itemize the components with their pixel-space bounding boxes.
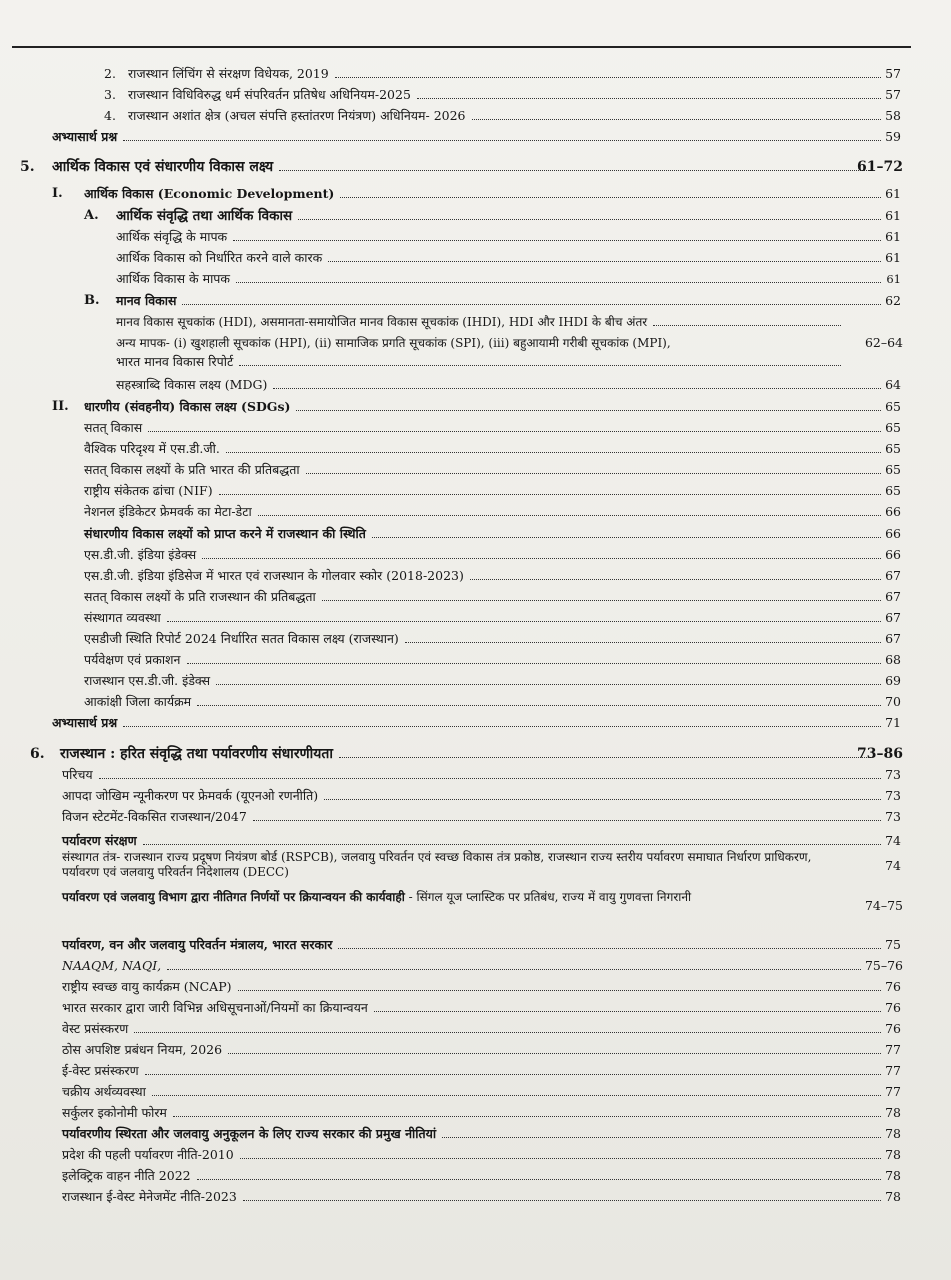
leader-dots bbox=[322, 599, 881, 601]
entry-page: 73 bbox=[885, 809, 901, 824]
leader-dots bbox=[328, 260, 881, 262]
toc-entry bbox=[0, 125, 951, 145]
entry-label: सतत् विकास लक्ष्यों के प्रति राजस्थान की प्रतिबद्धता bbox=[84, 589, 316, 604]
leader-dots bbox=[236, 281, 881, 283]
leader-dots bbox=[472, 118, 881, 120]
entry-page: 65 bbox=[885, 399, 901, 414]
leader-dots bbox=[219, 493, 881, 495]
toc-entry bbox=[0, 585, 951, 605]
leader-dots bbox=[167, 620, 881, 622]
toc-entry bbox=[0, 437, 951, 457]
entry-page: 61 bbox=[886, 272, 901, 286]
entry-page: 66 bbox=[885, 526, 901, 541]
leader-dots bbox=[143, 843, 881, 845]
leader-dots bbox=[279, 169, 871, 171]
leader-dots bbox=[243, 1199, 881, 1201]
entry-page: 59 bbox=[885, 129, 901, 144]
entry-label: पर्यावरण, वन और जलवायु परिवर्तन मंत्रालय, भारत सरकार bbox=[62, 937, 333, 952]
entry-number: 3. bbox=[104, 87, 116, 102]
leader-dots bbox=[338, 947, 881, 949]
chapter-title: राजस्थान : हरित संवृद्धि तथा पर्यावरणीय संधारणीयता bbox=[60, 746, 334, 762]
entry-page: 65 bbox=[885, 441, 901, 456]
entry-page: 65 bbox=[885, 462, 901, 477]
leader-dots bbox=[417, 97, 881, 99]
leader-dots bbox=[173, 1115, 881, 1117]
entry-page: 67 bbox=[885, 589, 901, 604]
entry-number: 4. bbox=[104, 108, 116, 123]
entry-label-rest: - सिंगल यूज प्लास्टिक पर प्रतिबंध, राज्य में वायु गुणवत्ता निगरानी bbox=[404, 890, 692, 904]
entry-label: एसडीजी स्थिति रिपोर्ट 2024 निर्धारित सतत विकास लक्ष्य (राजस्थान) bbox=[84, 631, 399, 646]
leader-dots bbox=[335, 76, 881, 78]
toc-entry bbox=[0, 289, 951, 309]
entry-page: 71 bbox=[885, 715, 901, 730]
entry-label: ठोस अपशिष्ट प्रबंधन नियम, 2026 bbox=[62, 1042, 223, 1057]
entry-label: मानव विकास सूचकांक (HDI), असमानता-समायोजित मानव विकास सूचकांक (IHDI), HDI और IHDI के बीच अंतर bbox=[116, 315, 648, 329]
entry-label: परिचय bbox=[62, 767, 93, 782]
entry-label: एस.डी.जी. इंडिया इंडेक्स bbox=[84, 547, 197, 562]
chapter-pages: 73–86 bbox=[857, 746, 903, 762]
entry-label: सतत् विकास bbox=[84, 420, 143, 435]
toc-entry bbox=[0, 711, 951, 731]
entry-label: इलेक्ट्रिक वाहन नीति 2022 bbox=[62, 1168, 191, 1183]
toc-entry bbox=[0, 246, 951, 266]
entry-page: 76 bbox=[885, 979, 901, 994]
entry-page: 68 bbox=[885, 652, 901, 667]
entry-page: 76 bbox=[885, 1000, 901, 1015]
toc-entry bbox=[0, 373, 951, 393]
toc-entry bbox=[0, 606, 951, 626]
leader-dots bbox=[298, 218, 881, 220]
leader-dots bbox=[182, 303, 881, 305]
toc-entry bbox=[0, 1164, 951, 1184]
leader-dots bbox=[374, 1010, 881, 1012]
leader-dots bbox=[470, 578, 881, 580]
toc-entry bbox=[0, 1101, 951, 1121]
chapter-heading bbox=[0, 740, 951, 762]
leader-dots bbox=[123, 139, 881, 141]
entry-label: राजस्थान ई-वेस्ट मेनेजमेंट नीति-2023 bbox=[62, 1189, 237, 1204]
entry-label: अभ्यासार्थ प्रश्न bbox=[52, 715, 118, 730]
toc-entry bbox=[0, 933, 951, 953]
entry-label: वेस्ट प्रसंस्करण bbox=[62, 1021, 129, 1036]
entry-page: 61 bbox=[885, 208, 901, 223]
entry-label: राजस्थान एस.डी.जी. इंडेक्स bbox=[84, 673, 211, 688]
entry-label: राजस्थान लिंचिंग से संरक्षण विधेयक, 2019 bbox=[128, 66, 329, 81]
entry-label: प्रदेश की पहली पर्यावरण नीति-2010 bbox=[62, 1147, 234, 1162]
chapter-number: 6. bbox=[30, 746, 45, 762]
entry-label: राजस्थान अशांत क्षेत्र (अचल संपत्ति हस्तांतरण नियंत्रण) अधिनियम- 2026 bbox=[128, 108, 466, 123]
leader-dots bbox=[238, 989, 882, 991]
leader-dots bbox=[239, 364, 841, 366]
entry-page: 78 bbox=[885, 1168, 901, 1183]
toc-entry bbox=[0, 350, 951, 370]
toc-entry bbox=[0, 690, 951, 710]
entry-page: 62–64 bbox=[864, 335, 903, 350]
toc-entry bbox=[0, 522, 951, 542]
leader-dots bbox=[372, 536, 881, 538]
leader-dots bbox=[148, 430, 881, 432]
toc-entry bbox=[0, 669, 951, 689]
chapter-title: आर्थिक विकास एवं संधारणीय विकास लक्ष्य bbox=[52, 159, 274, 175]
entry-page: 64 bbox=[885, 377, 901, 392]
leader-dots bbox=[442, 1136, 881, 1138]
entry-label: नेशनल इंडिकेटर फ्रेमवर्क का मेटा-डेटा bbox=[84, 504, 252, 519]
entry-label: भारत सरकार द्वारा जारी विभिन्न अधिसूचनाओं/नियमों का क्रियान्वयन bbox=[62, 1000, 368, 1015]
entry-label: पर्यावरण संरक्षण bbox=[62, 833, 137, 848]
toc-entry bbox=[0, 954, 951, 974]
toc-entry bbox=[0, 1143, 951, 1163]
entry-page: 65 bbox=[885, 483, 901, 498]
leader-dots bbox=[273, 387, 881, 389]
entry-page: 70 bbox=[885, 694, 901, 709]
leader-dots bbox=[324, 798, 881, 800]
toc-entry bbox=[0, 784, 951, 804]
entry-label: अभ्यासार्थ प्रश्न bbox=[52, 129, 118, 144]
entry-page: 75–76 bbox=[864, 958, 903, 973]
entry-label: चक्रीय अर्थव्यवस्था bbox=[62, 1084, 146, 1099]
toc-entry bbox=[0, 829, 951, 849]
entry-label: आकांक्षी जिला कार्यक्रम bbox=[84, 694, 192, 709]
entry-page: 66 bbox=[885, 547, 901, 562]
leader-dots bbox=[253, 819, 881, 821]
leader-dots bbox=[339, 756, 871, 758]
toc-entry bbox=[0, 805, 951, 825]
toc-entry bbox=[0, 1059, 951, 1079]
entry-page: 78 bbox=[885, 1105, 901, 1120]
entry-label: सर्कुलर इकोनोमी फोरम bbox=[62, 1105, 167, 1120]
entry-label: पर्यावरणीय स्थिरता और जलवायु अनुकूलन के लिए राज्य सरकार की प्रमुख नीतियां bbox=[62, 1126, 437, 1141]
top-divider bbox=[12, 46, 911, 48]
toc-entry bbox=[0, 1017, 951, 1037]
chapter-number: 5. bbox=[20, 159, 35, 175]
entry-label: आर्थिक संवृद्धि के मापक bbox=[116, 229, 228, 244]
toc-entry bbox=[0, 331, 951, 351]
leader-dots bbox=[258, 514, 881, 516]
entry-page: 75 bbox=[885, 937, 901, 952]
entry-label: आर्थिक विकास (Economic Development) bbox=[84, 186, 335, 201]
toc-entry bbox=[0, 543, 951, 563]
leader-dots bbox=[167, 968, 861, 970]
toc-entry bbox=[0, 182, 951, 202]
entry-label: सतत् विकास लक्ष्यों के प्रति भारत की प्रतिबद्धता bbox=[84, 462, 300, 477]
leader-dots bbox=[306, 472, 881, 474]
entry-label: मानव विकास bbox=[116, 293, 177, 308]
leader-dots bbox=[123, 725, 881, 727]
leader-dots bbox=[197, 704, 881, 706]
leader-dots bbox=[296, 409, 881, 411]
leader-dots bbox=[152, 1094, 881, 1096]
entry-page: 74 bbox=[885, 833, 901, 848]
leader-dots bbox=[653, 324, 841, 326]
entry-label: पर्यवेक्षण एवं प्रकाशन bbox=[84, 652, 181, 667]
entry-label: संधारणीय विकास लक्ष्यों को प्राप्त करने में राजस्थान की स्थिति bbox=[84, 526, 366, 541]
leader-dots bbox=[202, 557, 881, 559]
leader-dots bbox=[405, 641, 881, 643]
entry-label: आपदा जोखिम न्यूनीकरण पर फ्रेमवर्क (यूएनओ रणनीति) bbox=[62, 788, 319, 803]
entry-page: 77 bbox=[885, 1084, 901, 1099]
entry-page: 67 bbox=[885, 568, 901, 583]
entry-page: 58 bbox=[885, 108, 901, 123]
chapter-heading bbox=[0, 153, 951, 175]
leader-dots bbox=[145, 1073, 881, 1075]
entry-label: राष्ट्रीय स्वच्छ वायु कार्यक्रम (NCAP) bbox=[62, 979, 232, 994]
entry-page: 61 bbox=[885, 250, 901, 265]
entry-number: A. bbox=[84, 208, 99, 223]
entry-label: NAAQM, NAQI, bbox=[62, 958, 162, 973]
toc-entry bbox=[0, 1080, 951, 1100]
leader-dots bbox=[197, 1178, 881, 1180]
toc-entry bbox=[0, 225, 951, 245]
entry-label: ई-वेस्ट प्रसंस्करण bbox=[62, 1063, 139, 1078]
toc-entry bbox=[0, 1038, 951, 1058]
entry-label: राजस्थान विधिविरुद्ध धर्म संपरिवर्तन प्रतिषेध अधिनियम-2025 bbox=[128, 87, 411, 102]
entry-page: 62 bbox=[885, 293, 901, 308]
entry-label: संस्थागत व्यवस्था bbox=[84, 610, 161, 625]
entry-page: 67 bbox=[885, 631, 901, 646]
entry-page: 78 bbox=[885, 1147, 901, 1162]
toc-entry bbox=[0, 416, 951, 436]
entry-label: एस.डी.जी. इंडिया इंडिसेज में भारत एवं राजस्थान के गोलवार स्कोर (2018-2023) bbox=[84, 568, 464, 583]
entry-label: आर्थिक संवृद्धि तथा आर्थिक विकास bbox=[116, 208, 293, 224]
leader-dots bbox=[134, 1031, 881, 1033]
entry-number: I. bbox=[52, 186, 63, 201]
toc-entry bbox=[0, 627, 951, 647]
entry-label: भारत मानव विकास रिपोर्ट bbox=[116, 354, 234, 369]
entry-number: 2. bbox=[104, 66, 116, 81]
leader-dots bbox=[240, 1157, 881, 1159]
entry-page: 78 bbox=[885, 1126, 901, 1141]
toc-entry bbox=[0, 62, 951, 82]
entry-label-bold: पर्यावरण एवं जलवायु विभाग द्वारा नीतिगत निर्णयों पर क्रियान्वयन की कार्यवाही bbox=[62, 890, 405, 904]
entry-label: अन्य मापक- (i) खुशहाली सूचकांक (HPI), (ii) सामाजिक प्रगति सूचकांक (SPI), (iii) बहुआयामी गरीबी सूचकांक (MPI), bbox=[116, 336, 671, 350]
entry-page: 66 bbox=[885, 504, 901, 519]
toc-entry bbox=[0, 310, 951, 330]
entry-page: 74–75 bbox=[864, 898, 903, 913]
entry-label: वैश्विक परिदृश्य में एस.डी.जी. bbox=[84, 441, 220, 456]
entry-label: विजन स्टेटमेंट-विकसित राजस्थान/2047 bbox=[62, 809, 247, 824]
leader-dots bbox=[99, 777, 881, 779]
toc-entry bbox=[0, 996, 951, 1016]
entry-page: 61 bbox=[885, 186, 901, 201]
entry-label: आर्थिक विकास को निर्धारित करने वाले कारक bbox=[116, 250, 323, 265]
toc-entry bbox=[0, 564, 951, 584]
toc-entry bbox=[0, 763, 951, 783]
toc-entry bbox=[0, 267, 951, 287]
entry-page: 77 bbox=[885, 1063, 901, 1078]
entry-label: राष्ट्रीय संकेतक ढांचा (NIF) bbox=[84, 483, 213, 498]
leader-dots bbox=[233, 239, 881, 241]
entry-label: धारणीय (संवहनीय) विकास लक्ष्य (SDGs) bbox=[84, 399, 291, 414]
entry-page: 57 bbox=[885, 66, 901, 81]
leader-dots bbox=[340, 196, 881, 198]
entry-label: आर्थिक विकास के मापक bbox=[116, 271, 231, 286]
leader-dots bbox=[228, 1052, 881, 1054]
toc-entry bbox=[0, 104, 951, 124]
entry-page: 73 bbox=[885, 767, 901, 782]
entry-label bbox=[62, 890, 822, 905]
toc-entry bbox=[0, 395, 951, 415]
entry-label: सहस्त्राब्दि विकास लक्ष्य (MDG) bbox=[116, 377, 268, 392]
entry-page: 67 bbox=[885, 610, 901, 625]
entry-page: 65 bbox=[885, 420, 901, 435]
leader-dots bbox=[216, 683, 881, 685]
toc-entry bbox=[0, 500, 951, 520]
toc-entry bbox=[0, 1185, 951, 1205]
entry-number: II. bbox=[52, 399, 69, 414]
entry-page: 69 bbox=[885, 673, 901, 688]
entry-label: संस्थागत तंत्र- राजस्थान राज्य प्रदूषण नियंत्रण बोर्ड (RSPCB), जलवायु परिवर्तन एवं स्वच्छ विकास तंत्र प्रकोष्ठ, राजस्थान राज्य स्तरीय पर्यावरण समाघात निर्धारण प्राधिकरण, पर्यावरण एवं जलवायु परिवर्तन निदेशालय (DECC) bbox=[62, 850, 812, 879]
leader-dots bbox=[187, 662, 882, 664]
toc-entry bbox=[0, 975, 951, 995]
toc-entry bbox=[0, 458, 951, 478]
entry-page: 61 bbox=[885, 229, 901, 244]
entry-page: 77 bbox=[885, 1042, 901, 1057]
entry-page: 76 bbox=[885, 1021, 901, 1036]
entry-page: 74 bbox=[885, 858, 901, 873]
toc-entry bbox=[0, 648, 951, 668]
chapter-pages: 61–72 bbox=[857, 159, 903, 175]
entry-page: 73 bbox=[885, 788, 901, 803]
toc-entry bbox=[0, 850, 951, 884]
toc-entry bbox=[0, 1122, 951, 1142]
entry-page: 57 bbox=[885, 87, 901, 102]
entry-number: B. bbox=[84, 293, 100, 308]
toc-entry bbox=[0, 890, 951, 924]
toc-entry bbox=[0, 83, 951, 103]
toc-entry bbox=[0, 204, 951, 224]
entry-page: 78 bbox=[885, 1189, 901, 1204]
leader-dots bbox=[226, 451, 881, 453]
toc-entry bbox=[0, 479, 951, 499]
